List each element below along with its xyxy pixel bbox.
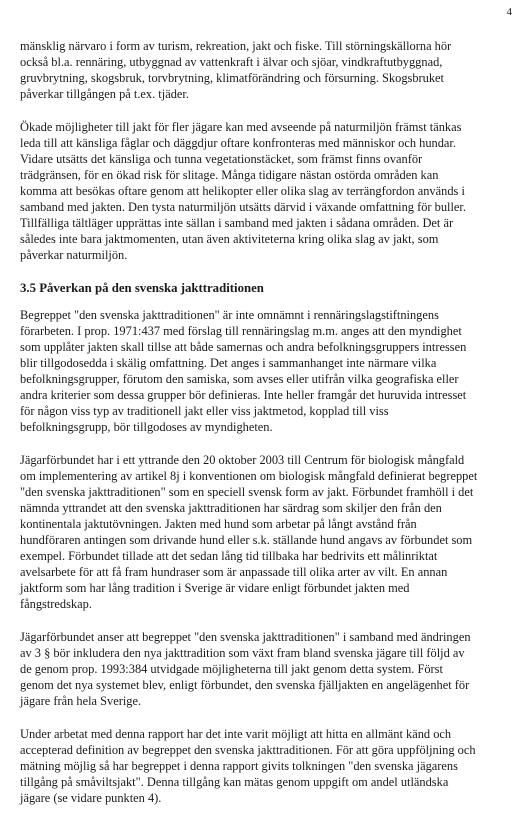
section-heading: 3.5 Påverkan på den svenska jakttraditionen <box>20 281 264 295</box>
paragraph-concept-origin: Begreppet "den svenska jakttraditionen" är inte omnämnt i rennäringslagstiftningens förarbeten. I prop. 1971:437 med förslag till rennäringslag m.m. anges att den myndighet som upplåter jakten skall tillse att både samernas och andra befolkningsgruppers intressen blir tillgodosedda i skälig omfattning. Det anges i sammanhanget inte närmare vilka befolkningsgrupper, förutom den samiska, som avses eller utifrån vilka geografiska eller andra kriterier som dessa grupper bör definieras. Inte heller framgår det huruvida intresset för någon viss typ av traditionell jakt eller viss jaktmetod, kopplad till viss befolkningsgrupp, bör tillgodoses av myndigheten. <box>20 308 467 434</box>
paragraph-disturbance-sources: mänsklig närvaro i form av turism, rekreation, jakt och fiske. Till störningskällorna hör också bl.a. rennäring, utbyggnad av vattenkraft i älvar och sjöar, vindkraftutbyggnad, gruvbrytning, skogsbruk, torvbrytning, klimatförändring och försurning. Skogsbruket påverkar tillgången på t.ex. tjäder. <box>20 39 452 101</box>
paragraph-jagarforbundet-statement: Jägarförbundet har i ett yttrande den 20 oktober 2003 till Centrum för biologisk mångfald om implementering av artikel 8j i konventionen om biologisk mångfald definierat begreppet "den svenska jakttraditionen" som en speciell svensk form av jakt. Förbundet framhöll i det nämnda yttrandet att den svenska jakttraditionen har särdrag som skiljer den från den kontinentala jaktutövningen. Jakten med hund som arbetar på långt avstånd från hundföraren antingen som drivande hund eller s.k. ställande hund angavs av förbundet som exempel. Förbundet tillade att det sedan lång tid tillbaka har bedrivits ett målinriktat avelsarbete för att få fram hundraser som är anpassade till olika arter av vilt. En annan jaktform som har lång tradition i Sverige är vidare enligt förbundet jakten med fångstredskap. <box>20 453 478 611</box>
page-number: 4 <box>506 6 512 18</box>
paragraph-jagarforbundet-view: Jägarförbundet anser att begreppet "den svenska jakttraditionen" i samband med ändringen av 3 § bör inkludera den nya jakttradition som växt fram bland svenska jägare till följd av de genom prop. 1993:384 utvidgade möjligheterna till jakt genom detta system. Först genom det nya systemet blev, enligt förbundet, den svenska fjälljakten en angelägenhet för jägare från hela Sverige. <box>20 630 471 708</box>
page-body <box>20 38 518 823</box>
paragraph-hunting-impact: Ökade möjligheter till jakt för fler jägare kan med avseende på naturmiljön främst tänkas leda till att känsliga fåglar och däggdjur oftare konfronteras med människor och hundar. Vidare utsätts det känsliga och tunna vegetationstäcket, som främst finns ovanför trädgränsen, för en ökad risk för slitage. Många tidigare nästan ostörda områden kan komma att besökas oftare genom att helikopter eller olika slag av terrängfordon används i samband med jakten. Den tysta naturmiljön utsätts därvid i växande omfattning för buller. Tillfälliga tältläger upprättas inte sällan i samband med jakten i sådana områden. Det är således inte bara jaktmomenten, utan även aktiviteterna kring olika slag av jakt, som påverkar naturmiljön. <box>20 120 466 262</box>
paragraph-definition: Under arbetat med denna rapport har det inte varit möjligt att hitta en allmänt känd och accepterad definition av begreppet den svenska jakttraditionen. För att göra uppföljning och mätning möjlig så har begreppet i denna rapport givits tolkningen "den svenska jägarens tillgång på småviltsjakt". Denna tillgång kan mätas genom uppgift om andel utländska jägare (se vidare punkten 4). <box>20 727 476 805</box>
